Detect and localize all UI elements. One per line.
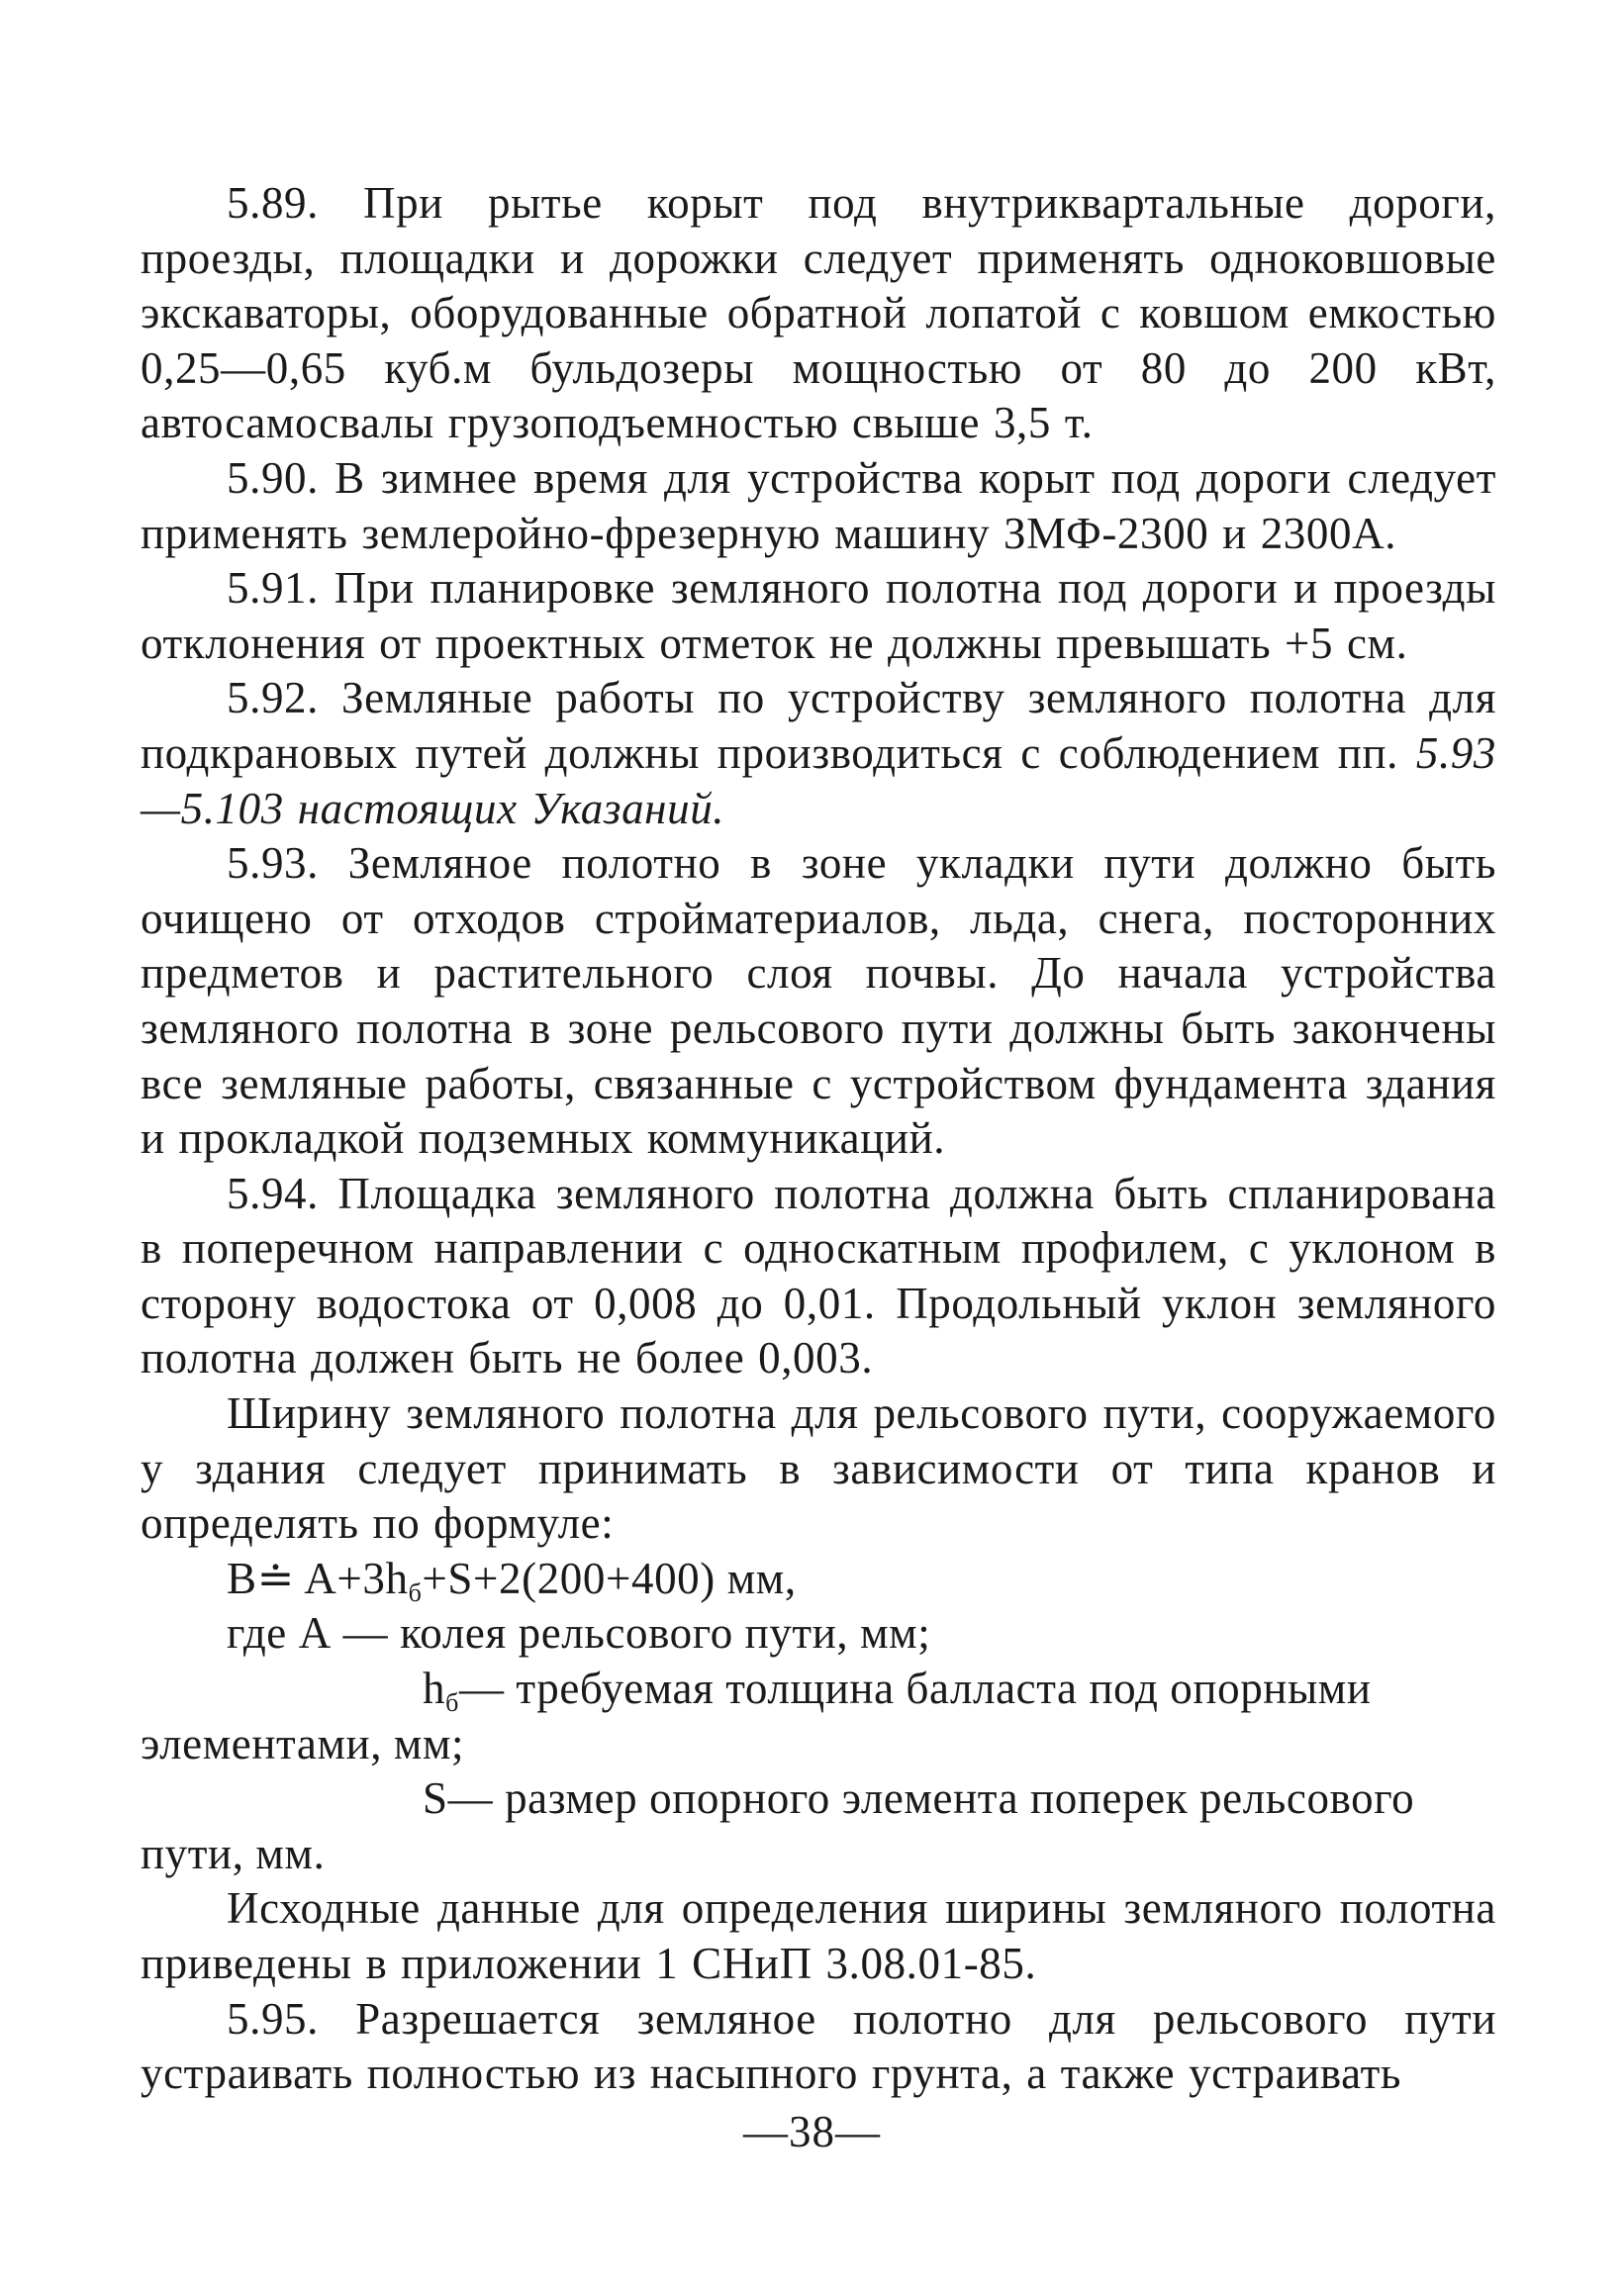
formula-where-a: где А — колея рельсового пути, мм; [227, 1608, 931, 1659]
hb-symbol: h [423, 1664, 446, 1714]
formula-def-s: S— размер опорного элемента поперек рельсового [423, 1773, 1415, 1824]
paragraph-5-90: 5.90. В зимнее время для устройства корыт под дороги следует применять землеройно-фрезерную машину ЗМФ-2300 и 2300А. [141, 452, 1496, 558]
formula-def-s-continued: пути, мм. [141, 1828, 326, 1878]
formula-def-hb [141, 1662, 1496, 1717]
paragraph-5-94: 5.94. Площадка земляного полотна должна быть спланирована в поперечном направлении с односкатным профилем, с уклоном в сторону водостока от 0,008 до 0,01. Продольный уклон земляного полотна должен быть не более 0,003. [141, 1168, 1496, 1383]
paragraph-5-92-text: 5.92. Земляные работы по устройству земляного полотна для подкрановых путей должны производиться с соблюдением пп. [141, 673, 1496, 778]
paragraph-5-89: 5.89. При рытье корыт под внутриквартальные дороги, проезды, площадки и дорожки следует применять одноковшовые экскаваторы, оборудованные обратной лопатой с ковшом емкостью 0,25—0,65 куб.м бульдозеры мощностью от 80 до 200 кВт, автосамосвалы грузоподъемностью свыше 3,5 т. [141, 178, 1496, 448]
hb-definition: — требуемая толщина балласта под опорными [458, 1664, 1372, 1714]
page-number: —38— [743, 2107, 881, 2156]
paragraph-5-93: 5.93. Земляное полотно в зоне укладки пути должно быть очищено от отходов стройматериалов, льда, снега, посторонних предметов и растительного слоя почвы. До начала устройства земляного полотна в зоне рельсового пути должны быть закончены все земляные работы, связанные с устройством фундамента здания и прокладкой подземных коммуникаций. [141, 838, 1496, 1164]
formula-subscript: б [408, 1577, 423, 1607]
paragraph-5-91: 5.91. При планировке земляного полотна под дороги и проезды отклонения от проектных отметок не должны превышать +5 см. [141, 563, 1496, 668]
paragraph-source-data: Исходные данные для определения ширины земляного полотна приведены в приложении 1 СНиП 3.08.01-85. [141, 1883, 1496, 1988]
formula-rhs: +S+2(200+400) мм, [422, 1553, 797, 1603]
document-page [141, 176, 1496, 2102]
formula [141, 1552, 1496, 1607]
formula-def-hb-continued: элементами, мм; [141, 1718, 465, 1768]
paragraph-5-92-reference: 5.93—5.103 настоящих Указаний. [141, 727, 1496, 833]
hb-subscript: б [445, 1688, 459, 1718]
paragraph-5-92 [141, 671, 1496, 836]
formula-lhs: B≐ A+3h [227, 1553, 409, 1603]
paragraph-width-intro: Ширину земляного полотна для рельсового пути, сооружаемого у здания следует принимать в зависимости от типа кранов и определять по формуле: [141, 1388, 1496, 1549]
paragraph-5-95: 5.95. Разрешается земляное полотно для рельсового пути устраивать полностью из насыпного грунта, а также устраивать [141, 1993, 1496, 2099]
